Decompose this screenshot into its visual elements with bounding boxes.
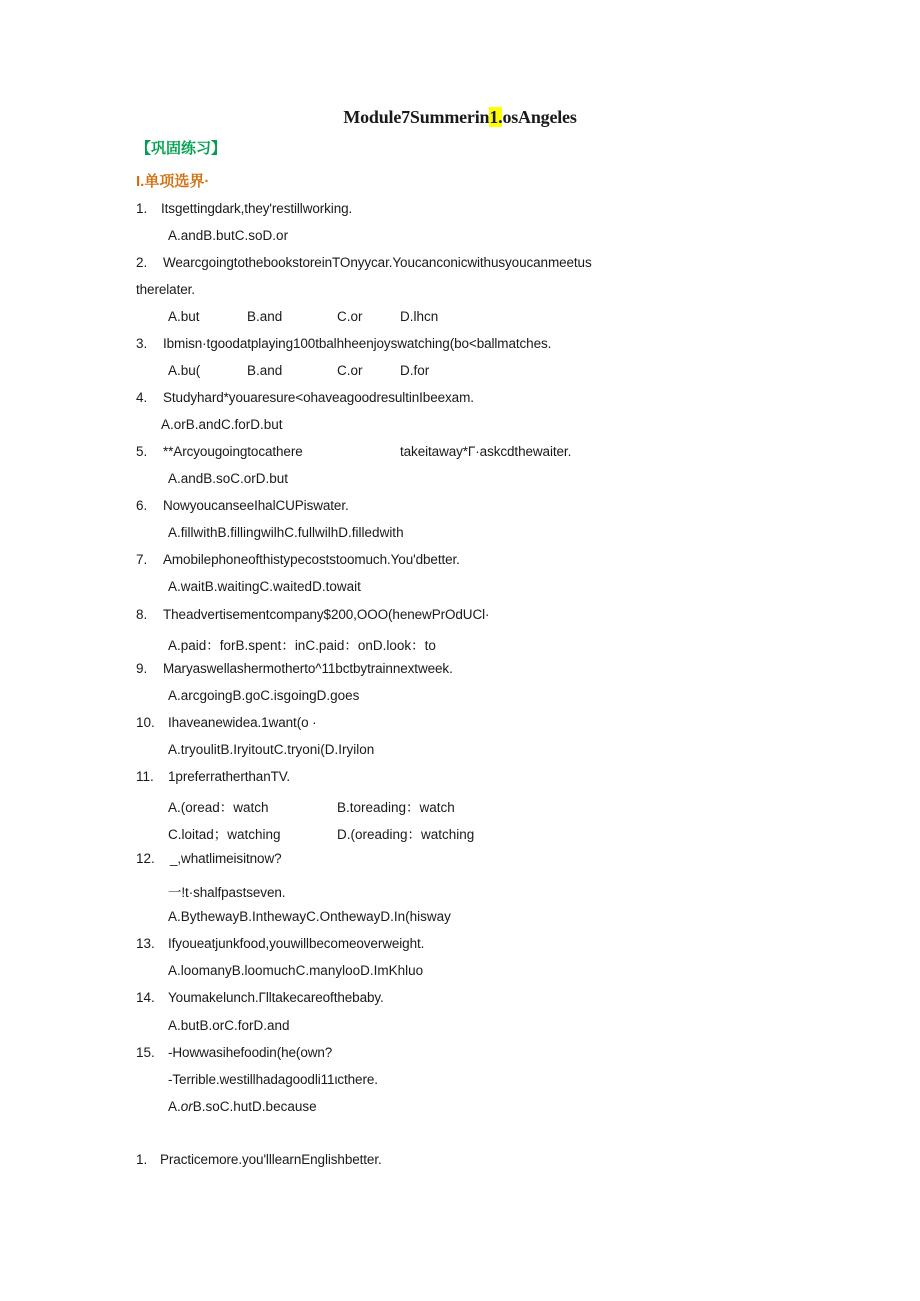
question-options: A.andB.butC.soD.or bbox=[168, 228, 289, 243]
question-number: 10. bbox=[136, 715, 155, 730]
question-number: 9. bbox=[136, 661, 148, 676]
question-options: A.loomanyB.loomuchC.manylooD.ImKhluo bbox=[168, 963, 424, 978]
question-text: Ihaveanewidea.1want(o · bbox=[168, 715, 317, 730]
question-number: 3. bbox=[136, 336, 148, 351]
title-highlight: 1. bbox=[489, 107, 503, 127]
question-text-continued: 一!t·shalfpastseven. bbox=[168, 885, 286, 900]
section-multiple-choice-heading: I.单项选界· bbox=[136, 173, 210, 190]
option-b: B.toreading：watch bbox=[337, 800, 455, 815]
question-number: 8. bbox=[136, 607, 148, 622]
question-options: A.orB.andC.forD.but bbox=[161, 417, 283, 432]
question-text: **Arcyougoingtocathere bbox=[163, 444, 303, 459]
question-number: 4. bbox=[136, 390, 148, 405]
question-number: 5. bbox=[136, 444, 148, 459]
question-text: _,whatlimeisitnow? bbox=[170, 851, 282, 866]
question-text: -Howwasihefoodin(he(own? bbox=[168, 1045, 333, 1060]
title-part-2: osAngeles bbox=[502, 107, 577, 127]
question-options: A.tryoulitB.IryitoutC.tryoni(D.Iryilon bbox=[168, 742, 375, 757]
question-number: 1. bbox=[136, 201, 148, 216]
question-options: A.arcgoingB.goC.isgoingD.goes bbox=[168, 688, 360, 703]
document-title bbox=[0, 107, 920, 128]
option-a: A.but bbox=[168, 309, 200, 324]
option-a: A.bu( bbox=[168, 363, 201, 378]
question-text: 1preferratherthanTV. bbox=[168, 769, 291, 784]
question-number: 1. bbox=[136, 1152, 148, 1167]
question-text: Theadvertisementcompany$200,OOO(henewPrOdUCl· bbox=[163, 607, 490, 622]
question-text: Practicemore.you'lllearnEnglishbetter. bbox=[160, 1152, 382, 1167]
question-text: Ibmisn·tgoodatplaying100tbalhheenjoyswatching(bo<ballmatches. bbox=[163, 336, 552, 351]
option-prefix: A. bbox=[168, 1099, 181, 1114]
question-number: 13. bbox=[136, 936, 155, 951]
question-number: 2. bbox=[136, 255, 148, 270]
question-text: Youmakelunch.Γlltakecareofthebaby. bbox=[168, 990, 384, 1005]
question-text: Amobilephoneofthistypecoststoomuch.You'dbetter. bbox=[163, 552, 460, 567]
question-text-continued: therelater. bbox=[136, 282, 195, 297]
option-a: A.(oread：watch bbox=[168, 800, 269, 815]
question-text: NowyoucanseeIhalCUPiswater. bbox=[163, 498, 349, 513]
question-number: 7. bbox=[136, 552, 148, 567]
question-options: A.butB.orC.forD.and bbox=[168, 1018, 290, 1033]
question-text-continued: -Terrible.westillhadagoodli11ιcthere. bbox=[168, 1072, 378, 1087]
question-number: 15. bbox=[136, 1045, 155, 1060]
question-text: Maryaswellashermotherto^11bctbytrainnextweek. bbox=[163, 661, 453, 676]
question-number: 12. bbox=[136, 851, 155, 866]
option-rest: B.soC.hutD.because bbox=[192, 1099, 317, 1114]
question-number: 14. bbox=[136, 990, 155, 1005]
question-options: A.fillwithB.fillingwilhC.fullwilhD.filledwith bbox=[168, 525, 404, 540]
question-text-continued: takeitaway*Γ·askcdthewaiter. bbox=[400, 444, 572, 459]
option-b: B.and bbox=[247, 309, 283, 324]
option-d: D.(oreading：watching bbox=[337, 827, 475, 842]
option-c: C.loitad；watching bbox=[168, 827, 281, 842]
question-text: Studyhard*youaresure<ohaveagoodresultinIbeexam. bbox=[163, 390, 474, 405]
option-italic: or bbox=[180, 1099, 193, 1114]
question-number: 11. bbox=[136, 769, 154, 784]
question-text: Ifyoueatjunkfood,youwillbecomeoverweight. bbox=[168, 936, 425, 951]
question-text: WearcgoingtothebookstoreinTOnyycar.Youcanconicwithusyoucanmeetus bbox=[163, 255, 592, 270]
question-options bbox=[168, 1099, 317, 1114]
option-c: C.or bbox=[337, 309, 363, 324]
question-options: A.andB.soC.orD.but bbox=[168, 471, 289, 486]
title-part-1: Module7Summerin bbox=[343, 107, 490, 127]
option-d: D.lhcn bbox=[400, 309, 439, 324]
question-options: A.BythewayB.InthewayC.OnthewayD.In(hisway bbox=[168, 909, 451, 924]
option-b: B.and bbox=[247, 363, 283, 378]
question-number: 6. bbox=[136, 498, 148, 513]
option-c: C.or bbox=[337, 363, 363, 378]
question-options: A.paid：forB.spent：inC.paid：onD.look：to bbox=[168, 638, 436, 653]
option-d: D.for bbox=[400, 363, 430, 378]
question-text: Itsgettingdark,they'restillworking. bbox=[161, 201, 353, 216]
section-consolidation-heading: 【巩固练习】 bbox=[136, 140, 227, 157]
question-options: A.waitB.waitingC.waitedD.towait bbox=[168, 579, 361, 594]
